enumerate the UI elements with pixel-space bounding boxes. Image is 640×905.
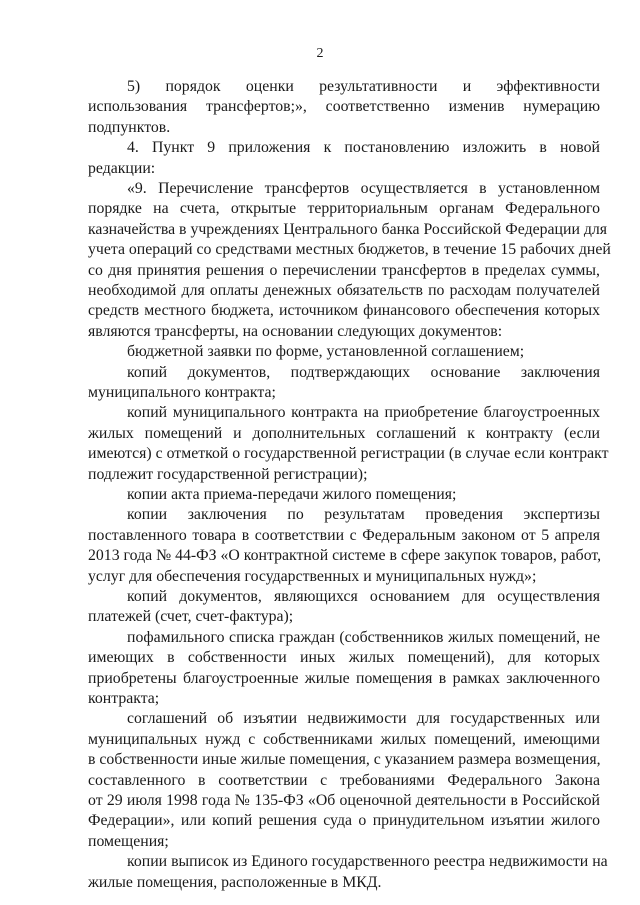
text-line: являются трансферты, на основании следующих документов: bbox=[88, 322, 503, 340]
text-line: копий муниципального контракта на приобретение благоустроенных bbox=[127, 404, 600, 422]
text-line: «9. Перечисление трансфертов осуществляется в установленном bbox=[127, 180, 600, 197]
text-line: со дня принятия решения о перечислении трансфертов в пределах суммы, bbox=[88, 261, 600, 279]
text-line: 5) порядок оценки результативности и эффективности bbox=[127, 78, 600, 95]
text-line: имеются) с отметкой о государственной регистрации (в случае если контракт bbox=[88, 445, 609, 463]
text-line: составленного в соответствии с требованиями Федерального Закона bbox=[88, 771, 600, 789]
text-line: помещения; bbox=[88, 832, 169, 850]
text-line: 2013 года № 44-ФЗ «О контрактной системе в сфере закупок товаров, работ, bbox=[88, 547, 602, 565]
text-line: 4. Пункт 9 приложения к постановлению изложить в новой bbox=[127, 139, 600, 157]
text-line: муниципального контракта; bbox=[88, 384, 276, 401]
text-line: контракта; bbox=[88, 690, 160, 707]
text-line: муниципальных нужд с собственниками жилых помещений, имеющими bbox=[88, 730, 600, 748]
text-line: учета операций со средствами местных бюджетов, в течение 15 рабочих дней bbox=[88, 241, 611, 259]
text-line: услуг для обеспечения государственных и муниципальных нужд»; bbox=[88, 567, 537, 585]
text-line: копий документов, подтверждающих основание заключения bbox=[127, 363, 600, 381]
text-line: копии акта приема-передачи жилого помещения; bbox=[127, 486, 457, 503]
text-line: порядке на счета, открытые территориальным органам Федерального bbox=[88, 200, 600, 218]
page-number: 2 bbox=[316, 46, 324, 61]
text-line: копии выписок из Единого государственного реестра недвижимости на bbox=[127, 853, 608, 871]
text-line: использования трансфертов;», соответственно изменив нумерацию bbox=[88, 98, 600, 116]
text-line: редакции: bbox=[88, 159, 156, 177]
text-line: соглашений об изъятии недвижимости для государственных или bbox=[127, 710, 600, 728]
text-line: казначейства в учреждениях Центрального банка Российской Федерации для bbox=[88, 220, 608, 238]
text-line: средств местного бюджета, источником финансового обеспечения которых bbox=[88, 302, 600, 320]
text-line: в собственности иные жилые помещения, с указанием размера возмещения, bbox=[88, 751, 601, 769]
text-line: необходимой для оплаты денежных обязательств по расходам получателей bbox=[88, 282, 600, 299]
text-line: пофамильного списка граждан (собственников жилых помещений, не bbox=[127, 628, 600, 646]
text-line: жилые помещения, расположенные в МКД. bbox=[88, 873, 382, 891]
text-line: подлежит государственной регистрации); bbox=[88, 465, 368, 483]
text-line: копии заключения по результатам проведения экспертизы bbox=[127, 506, 600, 524]
text-line: жилых помещений и дополнительных соглашений к контракту (если bbox=[88, 424, 600, 442]
text-line: поставленного товара в соответствии с Федеральным законом от 5 апреля bbox=[88, 526, 600, 544]
text-line: Федерации», или копий решения суда о принудительном изъятии жилого bbox=[88, 812, 600, 830]
text-line: от 29 июля 1998 года № 135-ФЗ «Об оценочной деятельности в Российской bbox=[88, 792, 600, 809]
text-line: имеющих в собственности иных жилых помещений), для которых bbox=[88, 649, 600, 667]
text-line: платежей (счет, счет-фактура); bbox=[88, 608, 294, 626]
text-line: бюджетной заявки по форме, установленной соглашением; bbox=[127, 343, 525, 361]
text-line: подпунктов. bbox=[88, 118, 171, 136]
text-line: приобретены благоустроенные жилые помещения в рамках заключенного bbox=[88, 669, 600, 687]
text-line: копий документов, являющихся основанием для осуществления bbox=[127, 588, 600, 605]
